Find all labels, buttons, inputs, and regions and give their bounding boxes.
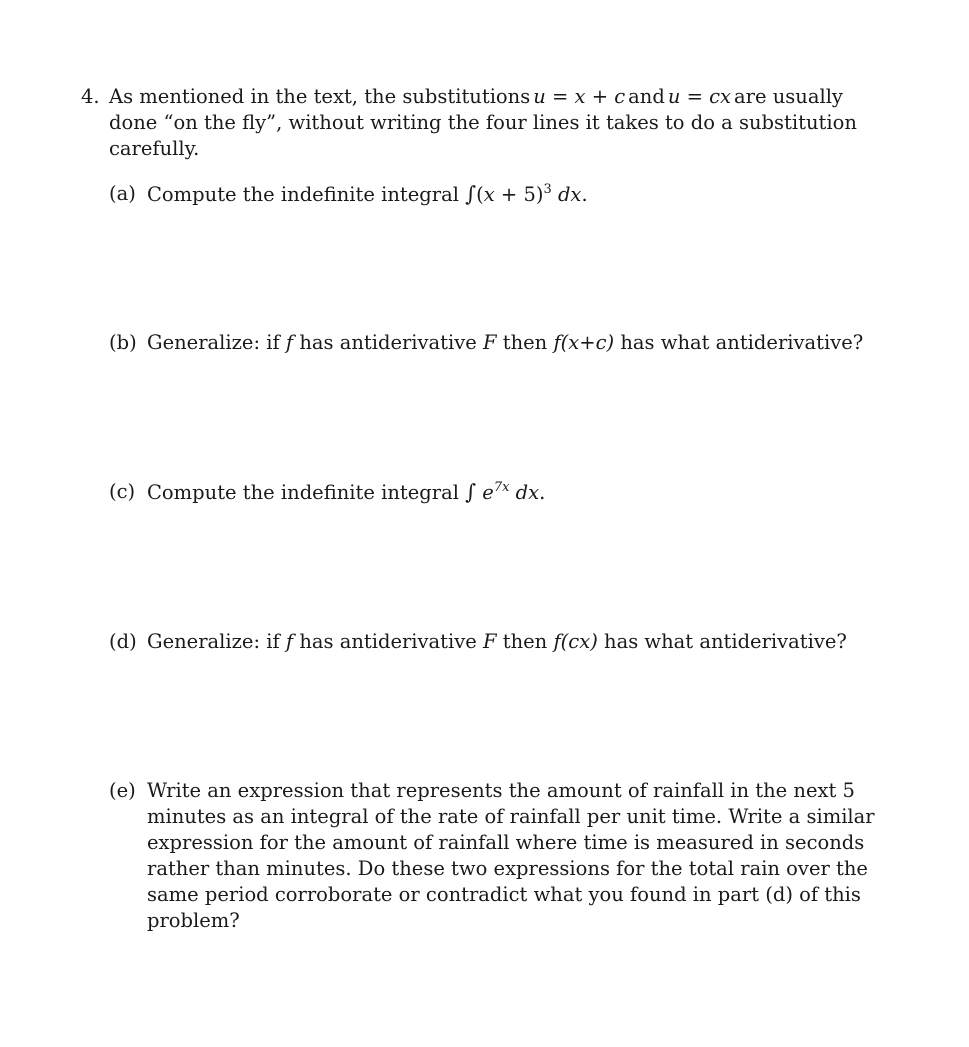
- substitution-2: u = cx: [667, 85, 732, 108]
- substitution-1: u = x + c: [533, 85, 626, 108]
- part-e-line-4: rather than minutes. Do these two expressions for the total rain over the: [147, 857, 868, 880]
- part-b-text: Generalize: if f has antiderivative F then f(x+c) has what antiderivative?: [147, 331, 864, 354]
- intro-line-2: done “on the fly”, without writing the four lines it takes to do a substitution: [109, 111, 857, 134]
- part-b-label: (b): [109, 331, 137, 354]
- part-e-label: (e): [109, 779, 136, 802]
- integral-sign: ∫: [465, 480, 477, 504]
- part-e-line-2: minutes as an integral of the rate of rainfall per unit time. Write a similar: [147, 805, 875, 828]
- problem-number: 4.: [81, 85, 100, 108]
- part-d-label: (d): [109, 630, 137, 653]
- part-e-line-5: same period corroborate or contradict what you found in part (d) of this: [147, 883, 861, 906]
- part-a-label: (a): [109, 182, 136, 205]
- part-a-text: Compute the indefinite integral $\int(x + 5)^3$ dx.: [147, 182, 588, 206]
- part-d-text: Generalize: if f has antiderivative F then f(cx) has what antiderivative?: [147, 630, 847, 653]
- part-e-line-3: expression for the amount of rainfall where time is measured in seconds: [147, 831, 865, 854]
- intro-line-3: carefully.: [109, 137, 200, 160]
- part-e-line-6: problem?: [147, 909, 240, 932]
- part-c-label: (c): [109, 480, 136, 503]
- intro-line-1: As mentioned in the text, the substitutions u = x + c and u = cx are usually: [109, 85, 843, 108]
- part-e-line-1: Write an expression that represents the amount of rainfall in the next 5: [147, 779, 855, 802]
- part-c-text: Compute the indefinite integral ∫ $e^{7x}$ dx.: [147, 480, 546, 504]
- integral-sign: ∫: [465, 182, 477, 206]
